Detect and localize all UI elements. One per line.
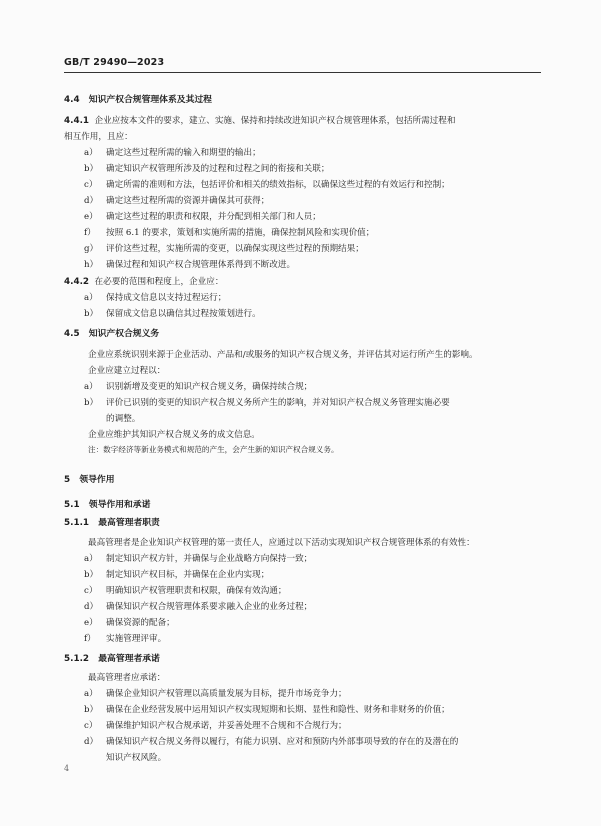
list-marker: f）	[84, 228, 96, 238]
list-item: 确定这些过程所需的资源并确保其可获得；	[106, 196, 270, 206]
section-heading-4-4	[64, 94, 212, 106]
paragraph-text: 企业应系统识别来源于企业活动、产品和/或服务的知识产权合规义务，并评估其对运行所产生的影响。	[88, 350, 478, 360]
list-marker: d）	[84, 737, 99, 747]
list-item: 确保知识产权合规义务得以履行，有能力识别、应对和预防内外部事项导致的存在的及潜在的	[106, 737, 459, 747]
section-title: 领导作用和承诺	[88, 500, 151, 510]
section-number: 4.4	[64, 95, 80, 105]
list-item: 制定知识产权目标，并确保在企业内实现；	[106, 570, 270, 580]
list-item: 确保过程和知识产权合规管理体系得到不断改进。	[106, 260, 296, 270]
list-item-continuation: 的调整。	[106, 414, 141, 424]
list-item: 评价这些过程，实施所需的变更，以确保实现这些过程的预期结果；	[106, 244, 364, 254]
paragraph-continuation: 相互作用，且应：	[64, 132, 133, 142]
list-item-continuation: 知识产权风险。	[106, 753, 167, 763]
list-marker: a）	[84, 382, 98, 392]
list-marker: a）	[84, 148, 98, 158]
list-marker: b）	[84, 398, 99, 408]
list-marker: a）	[84, 293, 98, 303]
section-title: 知识产权合规管理体系及其过程	[88, 95, 212, 105]
list-item: 确定这些过程所需的输入和期望的输出；	[106, 148, 261, 158]
list-item: 实施管理评审。	[106, 634, 167, 644]
section-heading-5	[64, 474, 115, 486]
section-title: 知识产权合规义务	[88, 329, 160, 339]
list-item: 确定所需的准则和方法，包括评价和相关的绩效指标，以确保这些过程的有效运行和控制；	[106, 180, 450, 190]
header-rule	[64, 72, 541, 73]
list-item: 保留成文信息以确信其过程按策划进行。	[106, 309, 261, 319]
paragraph-text: 最高管理者应承诺：	[88, 673, 166, 683]
paragraph-text: 在必要的范围和程度上，企业应：	[94, 277, 224, 287]
list-item: 按照 6.1 的要求，策划和实施所需的措施，确保控制风险和实现价值；	[106, 228, 375, 238]
section-number: 5.1.2	[64, 654, 90, 664]
list-item: 确定知识产权管理所涉及的过程和过程之间的衔接和关联；	[106, 164, 330, 174]
paragraph-text: 企业应建立过程以：	[88, 366, 166, 376]
list-marker: d）	[84, 196, 99, 206]
list-marker: h）	[84, 260, 99, 270]
list-marker: e）	[84, 618, 98, 628]
list-marker: b）	[84, 309, 99, 319]
list-marker: b）	[84, 570, 99, 580]
page-number: 4	[64, 764, 70, 773]
list-marker: c）	[84, 180, 98, 190]
paragraph-text: 企业应按本文件的要求，建立、实施、保持和持续改进知识产权合规管理体系，包括所需过程和	[94, 116, 456, 126]
list-marker: c）	[84, 586, 98, 596]
section-number: 4.5	[64, 329, 80, 339]
list-marker: b）	[84, 164, 99, 174]
section-heading-5-1-2	[64, 653, 160, 665]
list-marker: d）	[84, 602, 99, 612]
section-number: 5.1	[64, 500, 80, 510]
list-marker: b）	[84, 705, 99, 715]
list-marker: f）	[84, 634, 96, 644]
list-marker: a）	[84, 554, 98, 564]
list-item: 保持成文信息以支持过程运行；	[106, 293, 227, 303]
section-title: 最高管理者承诺	[98, 654, 160, 664]
list-marker: g）	[84, 244, 99, 254]
section-title: 最高管理者职责	[98, 518, 160, 528]
clause-number: 4.4.2	[64, 277, 90, 287]
list-item: 确保知识产权合规管理体系要求融入企业的业务过程；	[106, 602, 313, 612]
list-item: 确保维护知识产权合规承诺，并妥善处理不合规和不合规行为；	[106, 721, 347, 731]
standard-number: GB/T 29490—2023	[64, 57, 165, 68]
list-marker: c）	[84, 721, 98, 731]
section-heading-5-1-1	[64, 517, 160, 529]
list-marker: a）	[84, 689, 98, 699]
paragraph-text: 企业应维护其知识产权合规义务的成文信息。	[88, 430, 260, 440]
list-item: 明确知识产权管理职责和权限，确保有效沟通；	[106, 586, 287, 596]
list-item: 评价已识别的变更的知识产权合规义务所产生的影响，并对知识产权合规义务管理实施必要	[106, 398, 450, 408]
list-item: 识别新增及变更的知识产权合规义务，确保持续合规；	[106, 382, 313, 392]
list-item: 确保在企业经营发展中运用知识产权实现短期和长期、显性和隐性、财务和非财务的价值；	[106, 705, 450, 715]
section-number: 5	[64, 475, 71, 485]
section-heading-5-1	[64, 499, 150, 511]
paragraph-4-4-2	[64, 276, 223, 288]
section-title: 领导作用	[79, 475, 115, 485]
list-item: 确保企业知识产权管理以高质量发展为目标，提升市场竞争力；	[106, 689, 347, 699]
paragraph-text: 最高管理者是企业知识产权管理的第一责任人，应通过以下活动实现知识产权合规管理体系的有效性：	[88, 538, 475, 548]
clause-number: 4.4.1	[64, 116, 90, 126]
list-item: 确定这些过程的职责和权限，并分配到相关部门和人员；	[106, 212, 321, 222]
section-heading-4-5	[64, 328, 159, 340]
list-item: 制定知识产权方针，并确保与企业战略方向保持一致；	[106, 554, 313, 564]
section-number: 5.1.1	[64, 518, 90, 528]
list-item: 确保资源的配备；	[106, 618, 175, 628]
note-text: 注：数字经济等新业务模式和规范的产生，会产生新的知识产权合规义务。	[88, 445, 339, 454]
paragraph-4-4-1	[64, 115, 455, 127]
list-marker: e）	[84, 212, 98, 222]
